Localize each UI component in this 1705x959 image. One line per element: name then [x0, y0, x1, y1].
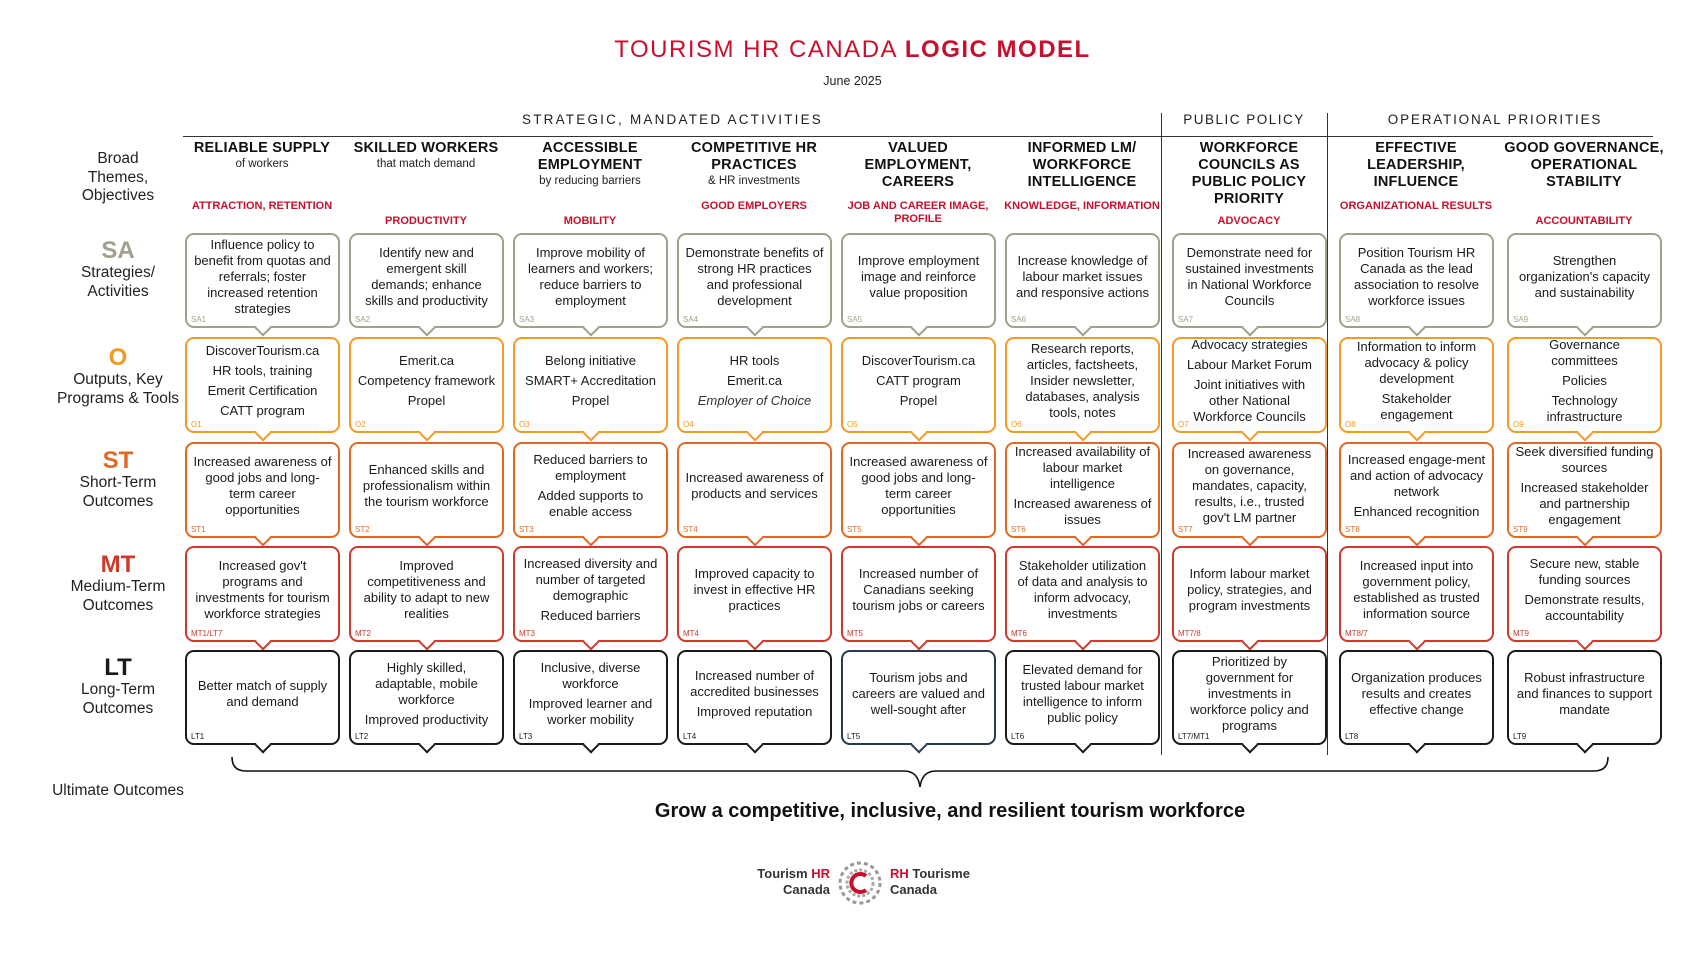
column-keyword: ORGANIZATIONAL RESULTS [1339, 200, 1493, 212]
o-item: Competency framework [357, 373, 496, 388]
flow-arrow-notch [1576, 737, 1593, 754]
row-label-lt [48, 655, 188, 718]
flow-arrow-notch [746, 320, 763, 337]
lt-box [1005, 650, 1160, 745]
o-item: Technology infrastructure [1546, 393, 1623, 424]
flow-arrow-notch [746, 737, 763, 754]
flow-arrow-notch [910, 425, 927, 442]
sa-text: Position Tourism HR Canada as the lead association to resolve workforce issues [1353, 244, 1479, 308]
sa-code: SA5 [847, 315, 863, 324]
mt-code: MT2 [355, 629, 371, 638]
title-prefix: TOURISM HR CANADA [614, 36, 905, 63]
lt-item: Better match of supply and demand [197, 677, 328, 709]
o-box [841, 337, 996, 433]
row-code-lt: LT [104, 654, 132, 681]
column-title: GOOD GOVERNANCE, OPERATIONAL STABILITY [1504, 140, 1664, 190]
row-text-st: Short-Term Outcomes [79, 474, 157, 510]
mt-code: MT4 [683, 629, 699, 638]
lt-item: Increased number of accredited businesses [690, 667, 819, 699]
lt-code: LT9 [1513, 732, 1527, 741]
o-item: DiscoverTourism.ca [861, 353, 976, 368]
sa-code: SA8 [1345, 315, 1361, 324]
lt-code: LT3 [519, 732, 533, 741]
sa-code: SA2 [355, 315, 371, 324]
flow-arrow-notch [418, 634, 435, 651]
o-item: Propel [571, 393, 610, 408]
sa-text: Demonstrate need for sustained investments in National Workforce Councils [1185, 244, 1314, 308]
logo-right-text: RH Tourisme Canada [890, 866, 970, 897]
o-item: HR tools [729, 353, 780, 368]
flow-arrow-notch [746, 634, 763, 651]
group-divider [183, 136, 1653, 137]
flow-arrow-notch [1408, 530, 1425, 547]
flow-arrow-notch [1576, 425, 1593, 442]
flow-arrow-notch [1576, 634, 1593, 651]
row-label-sa [48, 238, 188, 301]
o-code: O6 [1011, 420, 1022, 429]
sa-box [841, 233, 996, 328]
mt-box [185, 546, 340, 642]
st-code: ST4 [683, 525, 698, 534]
column-title: VALUED EMPLOYMENT, CAREERS [864, 140, 972, 190]
column-title: RELIABLE SUPPLY [193, 140, 331, 156]
column-subtitle: that match demand [376, 158, 476, 170]
mt-box [513, 546, 668, 642]
column-title: SKILLED WORKERS [353, 140, 499, 156]
flow-arrow-notch [418, 737, 435, 754]
flow-arrow-notch [910, 737, 927, 754]
lt-code: LT4 [683, 732, 697, 741]
st-item: Added supports to enable access [537, 488, 644, 519]
flow-arrow-notch [418, 425, 435, 442]
st-item: Enhanced recognition [1353, 504, 1480, 519]
o-item: SMART+ Accreditation [525, 373, 656, 388]
lt-box [349, 650, 504, 745]
st-code: ST8 [1345, 525, 1360, 534]
flow-arrow-notch [582, 320, 599, 337]
lt-code: LT5 [847, 732, 861, 741]
column-keyword: PRODUCTIVITY [385, 215, 467, 227]
column-keyword: ACCOUNTABILITY [1535, 215, 1633, 227]
column-keyword: ATTRACTION, RETENTION [191, 200, 333, 212]
flow-arrow-notch [1074, 737, 1091, 754]
column-title: EFFECTIVE LEADERSHIP, INFLUENCE [1367, 140, 1465, 190]
mt-box [1005, 546, 1160, 642]
column-header [1504, 140, 1664, 236]
column-subtitle: of workers [235, 158, 289, 170]
st-box [1172, 442, 1327, 538]
lt-box [1172, 650, 1327, 745]
flow-arrow-notch [582, 634, 599, 651]
column-title: WORKFORCE COUNCILS AS PUBLIC POLICY PRIORITY [1191, 140, 1307, 207]
st-item: Increased awareness of issues [1013, 496, 1152, 527]
lt-code: LT6 [1011, 732, 1025, 741]
st-code: ST7 [1178, 525, 1193, 534]
mt-item: Stakeholder utilization of data and analysis to inform advocacy, investments [1017, 558, 1148, 621]
st-code: ST5 [847, 525, 862, 534]
st-box [1005, 442, 1160, 538]
column-keyword: KNOWLEDGE, INFORMATION [1004, 200, 1160, 212]
mt-item: Reduced barriers [540, 608, 641, 623]
o-item: Emerit.ca [727, 373, 782, 388]
st-item: Increased awareness of good jobs and long-term career opportunities [193, 454, 332, 517]
row-label-themes: Broad Themes, Objectives [81, 150, 155, 204]
flow-arrow-notch [1074, 425, 1091, 442]
lt-box [513, 650, 668, 745]
lt-item: Tourism jobs and careers are valued and well-sought after [852, 669, 985, 717]
sa-text: Identify new and emergent skill demands; enhance skills and productivity [365, 244, 488, 308]
o-code: O4 [683, 420, 694, 429]
ultimate-outcomes-label: Ultimate Outcomes [52, 782, 184, 799]
logo-left-text: Tourism HR Canada [757, 866, 830, 897]
row-code-st: ST [102, 447, 134, 474]
column-header [1336, 140, 1496, 236]
flow-arrow-notch [910, 320, 927, 337]
sa-text: Increase knowledge of labour market issues and responsive actions [1016, 252, 1149, 300]
flow-arrow-notch [254, 320, 271, 337]
flow-arrow-notch [1408, 737, 1425, 754]
mt-code: MT9 [1513, 629, 1529, 638]
o-code: O3 [519, 420, 530, 429]
sa-box [1005, 233, 1160, 328]
lt-item: Improved reputation [696, 703, 813, 719]
lt-code: LT7/MT1 [1178, 732, 1210, 741]
page-subtitle: June 2025 [823, 74, 882, 88]
st-item: Reduced barriers to employment [533, 452, 648, 483]
o-item: DiscoverTourism.ca [205, 343, 320, 358]
flow-arrow-notch [1576, 530, 1593, 547]
o-code: O2 [355, 420, 366, 429]
o-item: Advocacy strategies [1191, 337, 1308, 352]
mt-item: Improved capacity to invest in effective HR practices [693, 566, 816, 613]
st-box [349, 442, 504, 538]
flow-arrow-notch [1074, 634, 1091, 651]
row-text-mt: Medium-Term Outcomes [70, 578, 166, 614]
o-item: Policies [1562, 373, 1607, 388]
o-box [1172, 337, 1327, 433]
st-box [1507, 442, 1662, 538]
mt-code: MT8/7 [1345, 629, 1368, 638]
lt-item: Elevated demand for trusted labour market intelligence to inform public policy [1021, 661, 1144, 725]
column-keyword: GOOD EMPLOYERS [701, 200, 807, 212]
st-code: ST1 [191, 525, 206, 534]
sa-box [513, 233, 668, 328]
lt-item: Inclusive, diverse workforce [540, 659, 641, 691]
st-item: Increased availability of labour market intelligence [1014, 444, 1151, 491]
lt-code: LT8 [1345, 732, 1359, 741]
column-header [1002, 140, 1162, 236]
o-item: Propel [407, 393, 446, 408]
column-title: INFORMED LM/ WORKFORCE INTELLIGENCE [1027, 140, 1137, 190]
title-bold: LOGIC MODEL [904, 36, 1091, 63]
flow-arrow-notch [1408, 320, 1425, 337]
o-item: Propel [899, 393, 938, 408]
lt-item: Robust infrastructure and finances to support mandate [1516, 669, 1653, 717]
st-box [677, 442, 832, 538]
mt-code: MT5 [847, 629, 863, 638]
column-header [838, 140, 998, 236]
o-box [1507, 337, 1662, 433]
sa-code: SA9 [1513, 315, 1529, 324]
o-box [185, 337, 340, 433]
lt-item: Improved learner and worker mobility [528, 695, 653, 727]
lt-code: LT1 [191, 732, 205, 741]
flow-arrow-notch [254, 737, 271, 754]
flow-arrow-notch [254, 530, 271, 547]
flow-arrow-notch [1408, 425, 1425, 442]
st-code: ST6 [1011, 525, 1026, 534]
flow-arrow-notch [1074, 530, 1091, 547]
st-box [841, 442, 996, 538]
st-item: Increased awareness of products and services [685, 470, 824, 501]
o-item: Emerit Certification [207, 383, 318, 398]
flow-arrow-notch [746, 425, 763, 442]
st-box [1339, 442, 1494, 538]
flow-arrow-notch [910, 634, 927, 651]
st-item: Increased awareness of good jobs and long-term career opportunities [849, 454, 988, 517]
mt-code: MT7/8 [1178, 629, 1201, 638]
group-public-policy: PUBLIC POLICY [1183, 112, 1305, 127]
group-strategic: STRATEGIC, MANDATED ACTIVITIES [521, 112, 824, 127]
row-code-o: O [108, 344, 128, 371]
o-box [677, 337, 832, 433]
sa-text: Demonstrate benefits of strong HR practices and professional development [685, 244, 824, 308]
column-header [510, 140, 670, 236]
o-box [349, 337, 504, 433]
logo-emblem-icon [835, 858, 885, 908]
mt-box [1172, 546, 1327, 642]
row-text-o: Outputs, Key Programs & Tools [56, 371, 180, 407]
o-code: O5 [847, 420, 858, 429]
o-code: O7 [1178, 420, 1189, 429]
row-label-mt [48, 552, 188, 615]
o-item: Emerit.ca [399, 353, 454, 368]
flow-arrow-notch [1074, 320, 1091, 337]
lt-box [677, 650, 832, 745]
sa-text: Improve employment image and reinforce value proposition [857, 252, 980, 300]
mt-item: Increased diversity and number of targeted demographic [523, 556, 658, 603]
sa-box [349, 233, 504, 328]
sa-text: Improve mobility of learners and workers; reduce barriers to employment [528, 244, 653, 308]
st-box [513, 442, 668, 538]
flow-arrow-notch [254, 425, 271, 442]
flow-arrow-notch [1241, 737, 1258, 754]
ultimate-brace [230, 755, 1610, 791]
st-item: Increased awareness on governance, mandates, capacity, results, i.e., trusted gov't LM partner [1187, 446, 1312, 525]
lt-item: Improved productivity [364, 711, 489, 727]
column-keyword: JOB AND CAREER IMAGE, PROFILE [847, 200, 989, 225]
flow-arrow-notch [418, 530, 435, 547]
flow-arrow-notch [1576, 320, 1593, 337]
mt-item: Increased number of Canadians seeking tourism jobs or careers [852, 566, 985, 613]
sa-code: SA6 [1011, 315, 1027, 324]
column-keyword: MOBILITY [563, 215, 617, 227]
row-text-sa: Strategies/ Activities [80, 264, 156, 300]
o-item: CATT program [876, 373, 961, 388]
o-box [513, 337, 668, 433]
o-item: Stakeholder engagement [1380, 391, 1453, 422]
page-title [0, 36, 1705, 64]
flow-arrow-notch [746, 530, 763, 547]
lt-box [1507, 650, 1662, 745]
lt-code: LT2 [355, 732, 369, 741]
st-item: Increased engage-ment and action of advocacy network [1347, 452, 1486, 499]
lt-box [1339, 650, 1494, 745]
sa-code: SA4 [683, 315, 699, 324]
ultimate-outcome: Grow a competitive, inclusive, and resilient tourism workforce [654, 800, 1246, 822]
sa-code: SA7 [1178, 315, 1194, 324]
st-box [185, 442, 340, 538]
mt-code: MT3 [519, 629, 535, 638]
o-code: O1 [191, 420, 202, 429]
st-item: Seek diversified funding sources [1515, 444, 1654, 475]
row-label-o [48, 345, 188, 408]
flow-arrow-notch [254, 634, 271, 651]
lt-item: Highly skilled, adaptable, mobile workforce [375, 659, 478, 707]
st-item: Increased stakeholder and partnership engagement [1520, 480, 1649, 527]
o-box [1005, 337, 1160, 433]
flow-arrow-notch [582, 530, 599, 547]
row-code-sa: SA [101, 237, 135, 264]
sa-text: Influence policy to benefit from quotas and referrals; foster increased retention strategies [194, 236, 331, 316]
mt-box [677, 546, 832, 642]
lt-item: Organization produces results and creates effective change [1351, 669, 1482, 717]
o-box [1339, 337, 1494, 433]
column-title: COMPETITIVE HR PRACTICES [690, 140, 818, 173]
flow-arrow-notch [1408, 634, 1425, 651]
st-code: ST2 [355, 525, 370, 534]
mt-box [349, 546, 504, 642]
column-header [346, 140, 506, 236]
o-item: CATT program [220, 403, 305, 418]
o-item: Governance committees [1549, 337, 1620, 368]
sa-text: Strengthen organization's capacity and sustainability [1518, 252, 1651, 300]
o-item: Research reports, articles, factsheets, Insider newsletter, databases, analysis tools, notes [1025, 341, 1140, 420]
sa-box [1507, 233, 1662, 328]
flow-arrow-notch [1241, 634, 1258, 651]
group-operational: OPERATIONAL PRIORITIES [1387, 112, 1603, 127]
o-item: Employer of Choice [697, 393, 812, 408]
o-item: Belong initiative [544, 353, 637, 368]
lt-item: Prioritized by government for investments in workforce policy and programs [1190, 653, 1309, 733]
mt-item: Demonstrate results, accountability [1524, 592, 1645, 623]
sa-box [1339, 233, 1494, 328]
lt-box [185, 650, 340, 745]
sa-code: SA3 [519, 315, 535, 324]
flow-arrow-notch [1241, 530, 1258, 547]
row-code-mt: MT [100, 551, 136, 578]
mt-item: Increased input into government policy, established as trusted information source [1353, 558, 1480, 621]
mt-box [1507, 546, 1662, 642]
tourism-hr-canada-logo [740, 858, 980, 906]
column-header [1169, 140, 1329, 236]
sa-box [1172, 233, 1327, 328]
flow-arrow-notch [582, 737, 599, 754]
mt-code: MT1/LT7 [191, 629, 223, 638]
lt-box [841, 650, 996, 745]
mt-box [841, 546, 996, 642]
column-header [674, 140, 834, 236]
sa-code: SA1 [191, 315, 207, 324]
st-code: ST9 [1513, 525, 1528, 534]
mt-item: Inform labour market policy, strategies, and program investments [1187, 566, 1312, 613]
o-code: O8 [1345, 420, 1356, 429]
mt-item: Improved competitiveness and ability to adapt to new realities [363, 558, 490, 621]
flow-arrow-notch [582, 425, 599, 442]
row-text-lt: Long-Term Outcomes [80, 681, 156, 717]
sa-box [677, 233, 832, 328]
mt-item: Secure new, stable funding sources [1529, 556, 1640, 587]
flow-arrow-notch [418, 320, 435, 337]
o-item: Joint initiatives with other National Workforce Councils [1193, 377, 1306, 424]
row-label-st [48, 448, 188, 511]
mt-box [1339, 546, 1494, 642]
flow-arrow-notch [1241, 320, 1258, 337]
o-item: HR tools, training [212, 363, 313, 378]
column-keyword: ADVOCACY [1217, 215, 1281, 227]
st-item: Enhanced skills and professionalism within the tourism workforce [362, 462, 491, 509]
o-code: O9 [1513, 420, 1524, 429]
column-title: ACCESSIBLE EMPLOYMENT [537, 140, 643, 173]
flow-arrow-notch [910, 530, 927, 547]
flow-arrow-notch [1241, 425, 1258, 442]
st-code: ST3 [519, 525, 534, 534]
sa-box [185, 233, 340, 328]
column-subtitle: by reducing barriers [539, 175, 641, 187]
o-item: Labour Market Forum [1187, 357, 1312, 372]
column-header [182, 140, 342, 236]
mt-code: MT6 [1011, 629, 1027, 638]
column-subtitle: & HR investments [707, 175, 801, 187]
o-item: Information to inform advocacy & policy development [1356, 339, 1477, 386]
mt-item: Increased gov't programs and investments for tourism workforce strategies [195, 558, 330, 621]
